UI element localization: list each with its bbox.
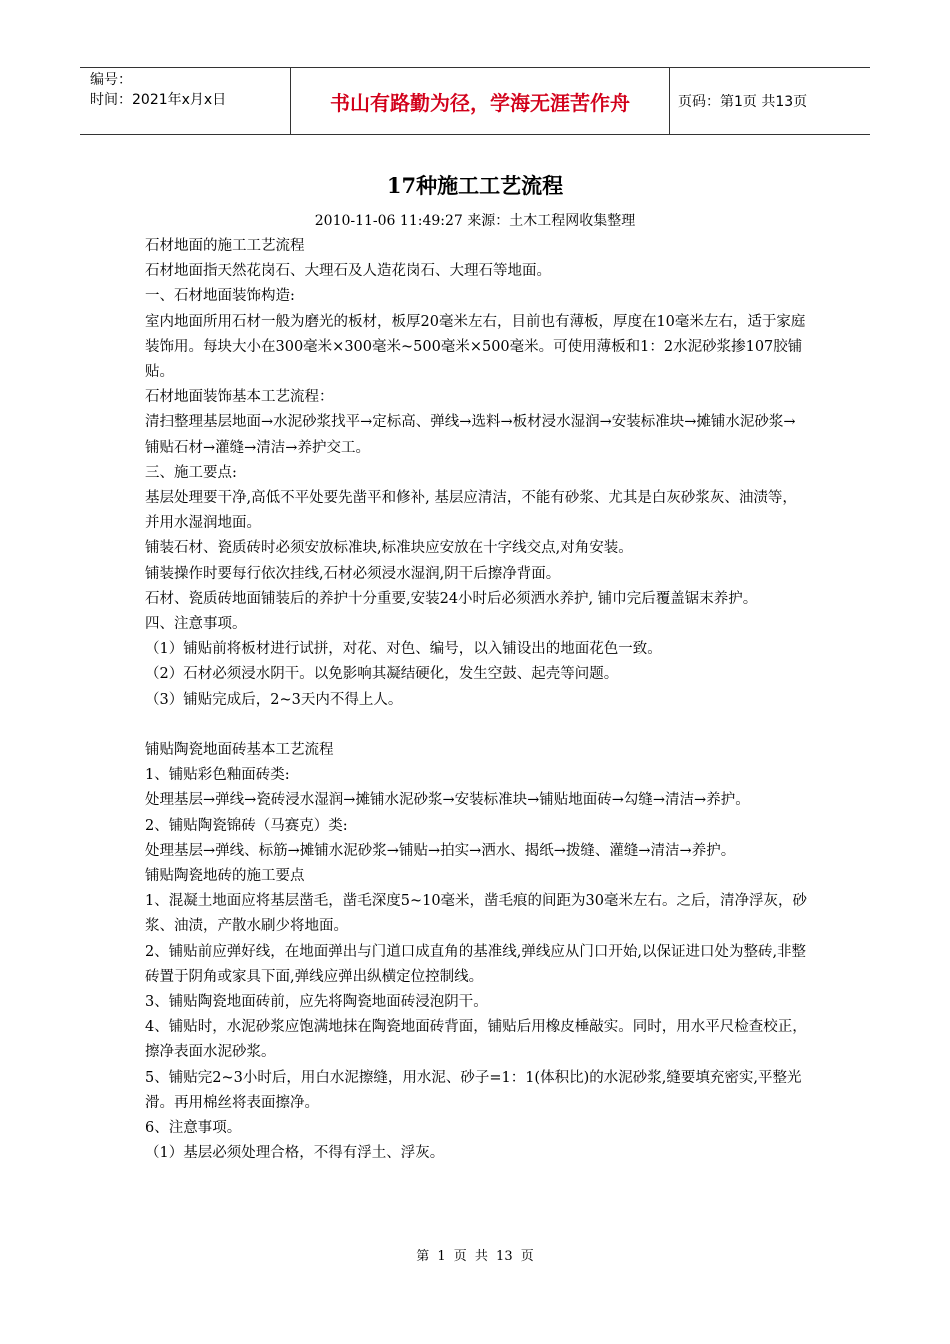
- paragraph: 2、铺贴陶瓷锦砖（马赛克）类:: [145, 817, 348, 834]
- paragraph: 铺装操作时要每行依次挂线,石材必须浸水湿润,阴干后擦净背面。: [145, 565, 561, 582]
- paragraph: （2）石材必须浸水阴干。以免影响其凝结硬化，发生空鼓、起壳等问题。: [145, 666, 619, 683]
- paragraph: 处理基层→弹线、标筋→摊铺水泥砂浆→铺贴→拍实→洒水、揭纸→拨缝、灌缝→清洁→养护。: [145, 842, 736, 859]
- paragraph: 1、铺贴彩色釉面砖类:: [145, 767, 290, 784]
- time-label: 时间：2021年x月x日: [90, 92, 227, 108]
- paragraph: 石材、瓷质砖地面铺装后的养护十分重要,安装24小时后必须洒水养护, 铺巾完后覆盖锯末养护。: [145, 590, 758, 607]
- paragraph: 三、施工要点:: [145, 464, 237, 481]
- paragraph: （1）铺贴前将板材进行试拼，对花、对色、编号，以入铺设出的地面花色一致。: [145, 641, 662, 658]
- header-page-info: 页码：第1页 共13页: [670, 68, 871, 135]
- paragraph: 2、铺贴前应弹好线，在地面弹出与门道口成直角的基准线,弹线应从门口开始,以保证进口处为整砖,非整砖置于阴角或家具下面,弹线应弹出纵横定位控制线。: [145, 943, 807, 985]
- header-motto: 书山有路勤为径，学海无涯苦作舟: [330, 90, 630, 115]
- paragraph: 铺装石材、瓷质砖时必须安放标准块,标准块应安放在十字线交点,对角安装。: [145, 540, 633, 557]
- number-label: 编号：: [90, 72, 132, 88]
- paragraph: 清扫整理基层地面→水泥砂浆找平→定标高、弹线→选料→板材浸水湿润→安装标准块→摊铺水泥砂浆→铺贴石材→灌缝→清洁→养护交工。: [145, 414, 796, 456]
- paragraph: 石材地面装饰基本工艺流程：: [145, 389, 334, 406]
- paragraph: 四、注意事项。: [145, 616, 247, 633]
- paragraph: 基层处理要干净,高低不平处要先凿平和修补, 基层应清洁，不能有砂浆、尤其是白灰砂浆灰、油渍等，并用水湿润地面。: [145, 490, 797, 532]
- paragraph: 6、注意事项。: [145, 1120, 242, 1137]
- paragraph: （3）铺贴完成后，2~3天内不得上人。: [145, 691, 403, 708]
- paragraph: （1）基层必须处理合格，不得有浮土、浮灰。: [145, 1145, 445, 1162]
- paragraph: 3、铺贴陶瓷地面砖前，应先将陶瓷地面砖浸泡阴干。: [145, 994, 488, 1011]
- paragraph: 4、铺贴时，水泥砂浆应饱满地抹在陶瓷地面砖背面，铺贴后用橡皮棰敲实。同时，用水平尺检查校正，擦净表面水泥砂浆。: [145, 1019, 807, 1061]
- document-subtitle: 2010-11-06 11:49:27 来源：土木工程网收集整理: [314, 213, 636, 229]
- page-footer: 第 1 页 共 13 页: [416, 1249, 534, 1264]
- paragraph: 铺贴陶瓷地面砖基本工艺流程: [145, 742, 334, 759]
- header-meta: [80, 68, 291, 135]
- paragraph: 一、石材地面装饰构造:: [145, 288, 295, 305]
- document-body: [145, 234, 810, 1167]
- paragraph: 铺贴陶瓷地砖的施工要点: [145, 868, 305, 885]
- document-header: [80, 67, 870, 135]
- paragraph: 石材地面指天然花岗石、大理石及人造花岗石、大理石等地面。: [145, 263, 551, 280]
- header-motto-cell: [291, 68, 670, 135]
- paragraph: 室内地面所用石材一般为磨光的板材，板厚20毫米左右，目前也有薄板，厚度在10毫米左右，适于家庭装饰用。每块大小在300毫米×300毫米~500毫米×500毫米。可使用薄板和1：2水泥砂浆掺107胶铺贴。: [145, 313, 806, 381]
- paragraph: 5、铺贴完2~3小时后，用白水泥擦缝，用水泥、砂子=1：1(体积比)的水泥砂浆,缝要填充密实,平整光滑。再用棉丝将表面擦净。: [145, 1069, 802, 1111]
- paragraph: 处理基层→弹线→瓷砖浸水湿润→摊铺水泥砂浆→安装标准块→铺贴地面砖→勾缝→清洁→养护。: [145, 792, 750, 809]
- document-title: 17种施工工艺流程: [386, 173, 564, 198]
- blank-line: [145, 713, 810, 738]
- paragraph: 1、混凝土地面应将基层凿毛，凿毛深度5~10毫米，凿毛痕的间距为30毫米左右。之后，清净浮灰，砂浆、油渍，产散水刷少将地面。: [145, 893, 807, 935]
- paragraph: 石材地面的施工工艺流程: [145, 238, 305, 254]
